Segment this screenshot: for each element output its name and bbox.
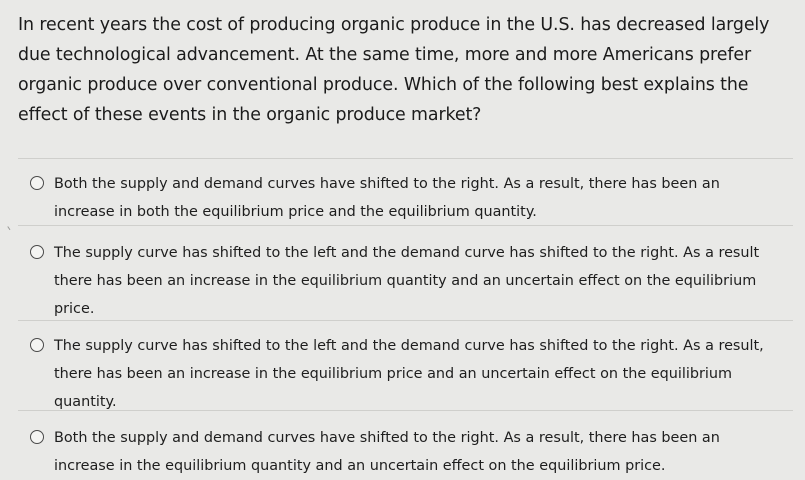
radio-button-2[interactable] xyxy=(30,245,44,259)
divider xyxy=(18,158,793,159)
radio-button-4[interactable] xyxy=(30,430,44,444)
answer-option-label-2: The supply curve has shifted to the left and the demand curve has shifted to the right. As a result there has been an increase in the equilibrium quantity and an uncertain effect on the equilibrium price. xyxy=(54,245,760,317)
question-text: In recent years the cost of producing organic produce in the U.S. has decreased largely due technological advancement. At the same time, more and more Americans prefer organic produce over conventional produce. Which of the following best explains the effect of these events in the organic produce market? xyxy=(18,15,770,125)
divider xyxy=(18,225,793,226)
divider-mark xyxy=(7,224,13,230)
answer-option-label-1: Both the supply and demand curves have shifted to the right. As a result, there has been an increase in both the equilibrium price and the equilibrium quantity. xyxy=(54,176,720,220)
divider xyxy=(18,410,793,411)
answer-option-label-3: The supply curve has shifted to the left and the demand curve has shifted to the right. As a result, there has been an increase in the equilibrium price and an uncertain effect on the equilibrium quantity. xyxy=(54,338,764,410)
divider xyxy=(18,320,793,321)
answer-option-label-4: Both the supply and demand curves have shifted to the right. As a result, there has been an increase in the equilibrium quantity and an uncertain effect on the equilibrium price. xyxy=(54,430,720,474)
radio-button-3[interactable] xyxy=(30,338,44,352)
radio-button-1[interactable] xyxy=(30,176,44,190)
